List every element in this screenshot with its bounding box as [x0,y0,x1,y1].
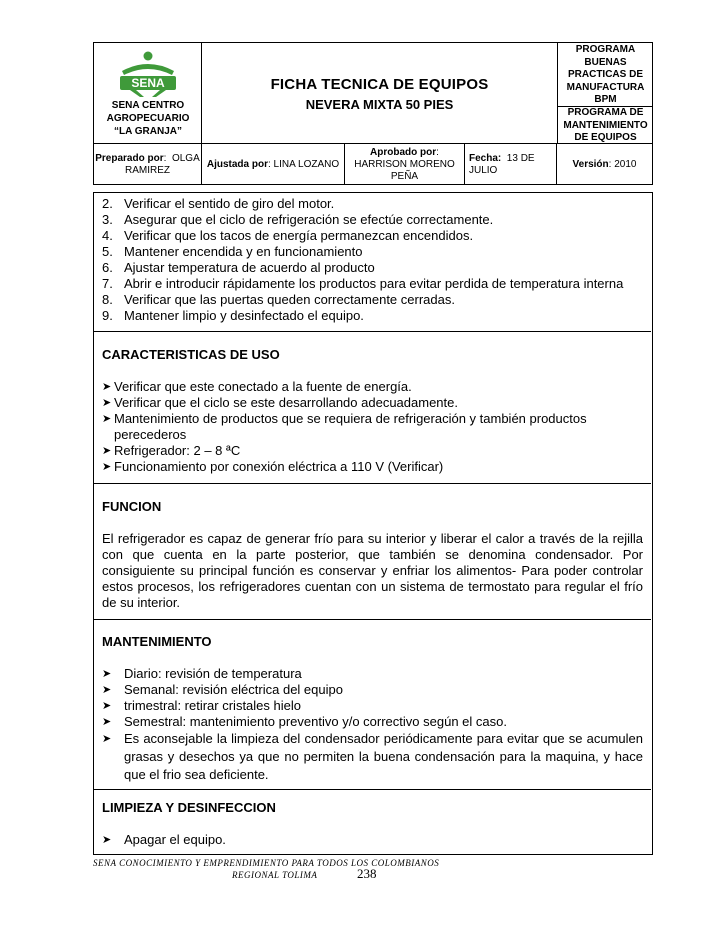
program-line: PROGRAMA [575,44,636,55]
section-divider [94,331,651,332]
adjusted-value: LINA LOZANO [273,158,340,170]
step-number: 6. [102,260,113,275]
list-item [102,443,643,459]
metadata-row [94,143,652,185]
arrow-bullet-icon: ➤ [102,668,112,680]
step-text: Ajustar temperatura de acuerdo al producto [124,260,375,275]
arrow-bullet-icon: ➤ [102,733,112,745]
funcion-text: El refrigerador es capaz de generar frío para su interior y liberar el calor a través de la rejilla con que cuenta en la parte posterior, que también se denomina condensador. Por consiguiente su principal función es conservar y enfriar los alimentos- Para poder controlar estos procesos, los refrigeradores cuentan con un sistema de termostato para regular el frío de su interior. [102,531,643,610]
arrow-bullet-icon: ➤ [102,413,112,425]
prepared-value-2: RAMIREZ [125,164,170,176]
step-text: Mantener limpio y desinfectado el equipo. [124,308,364,323]
document-title: FICHA TECNICA DE EQUIPOS [270,76,489,93]
step-number: 8. [102,292,113,307]
list-item [102,260,643,276]
approved-value: HARRISON MORENO [354,158,455,170]
step-text: Mantener encendida y en funcionamiento [124,244,363,259]
step-text: Verificar que las puertas queden correctamente cerradas. [124,292,455,307]
section-heading: FUNCION [102,499,162,514]
list-item [102,730,643,784]
list-item-text: Apagar el equipo. [124,832,226,847]
list-item [102,459,643,475]
list-item [102,212,643,228]
list-item [102,682,643,698]
list-item [102,379,643,395]
prepared-value: OLGA [171,152,200,164]
arrow-bullet-icon: ➤ [102,700,112,712]
approved-value-2: PEÑA [390,170,419,182]
org-name-line: AGROPECUARIO [106,113,190,124]
program-line: DE EQUIPOS [574,132,637,143]
funcion-section [94,499,651,611]
logo-text: SENA [131,76,165,90]
step-number: 7. [102,276,113,291]
list-item-text: Es aconsejable la limpieza del condensador periódicamente para evitar que se acumulen grasas y desechos ya que no permiten la buena condensación para la maquina, y hace que el frio sea deficiente. [124,731,643,782]
step-number: 2. [102,196,113,211]
list-item [102,666,643,682]
arrow-bullet-icon: ➤ [102,684,112,696]
date-cell [465,144,557,185]
section-heading: LIMPIEZA Y DESINFECCION [102,800,276,815]
program-line: BPM [594,94,617,105]
version-cell: Versión: 2010 [572,158,637,170]
document-body [93,192,653,855]
step-number: 4. [102,228,113,243]
list-item [102,228,643,244]
arrow-bullet-icon: ➤ [102,381,112,393]
list-item-text: Semestral: mantenimiento preventivo y/o correctivo según el caso. [124,714,507,729]
list-item-text: Refrigerador: 2 – 8 ªC [114,443,241,458]
list-item-text: Verificar que el ciclo se este desarrollando adecuadamente. [114,395,458,410]
program-line: BUENAS [584,56,627,68]
list-item [102,308,643,324]
step-text: Abrir e introducir rápidamente los productos para evitar perdida de temperatura interna [124,276,624,291]
step-number: 9. [102,308,113,323]
arrow-bullet-icon: ➤ [102,445,112,457]
version-value: 2010 [614,158,637,170]
adjusted-label: Ajustada por [206,158,268,170]
limpieza-section [94,800,651,848]
document-subtitle: NEVERA MIXTA 50 PIES [305,97,454,112]
list-item [102,276,643,292]
logo-cell [94,43,202,143]
list-item-text: Verificar que este conectado a la fuente de energía. [114,379,412,394]
page-number: 238 [357,866,377,881]
org-name-line: SENA CENTRO [111,100,185,111]
list-item [102,244,643,260]
list-item [102,395,643,411]
arrow-bullet-icon: ➤ [102,461,112,473]
adjusted-cell: Ajustada por: LINA LOZANO [202,144,345,185]
arrow-bullet-icon: ➤ [102,397,112,409]
section-divider [94,483,651,484]
section-heading: MANTENIMIENTO [102,634,212,649]
program-bpm [558,43,653,107]
list-item-text: Mantenimiento de productos que se requiera de refrigeración y también productos perecederos [114,411,587,442]
uso-section [94,347,651,475]
section-divider [94,619,651,620]
step-text: Verificar que los tacos de energía permanezcan encendidos. [124,228,474,243]
steps-list [94,196,651,324]
list-item [102,714,643,730]
title-cell [202,43,557,143]
prepared-label: Preparado por [95,152,164,164]
date-value-2: JULIO [469,164,498,176]
date-value: 13 DE [506,152,535,164]
step-text: Verificar el sentido de giro del motor. [124,196,335,211]
date-label: Fecha: [469,152,502,164]
program-line: PROGRAMA DE [567,107,644,118]
program-line: MANUFACTURA [566,81,645,93]
program-line: PRACTICAS DE [567,69,643,80]
section-heading: CARACTERISTICAS DE USO [102,347,280,362]
program-maintenance [558,105,653,145]
prepared-cell: Preparado por: OLGA RAMIREZ [94,144,202,185]
document-header [93,42,653,185]
list-item [102,292,643,308]
org-name-line: “LA GRANJA” [114,126,182,137]
approved-label: Aprobado por [370,146,437,158]
approved-cell: Aprobado por: HARRISON MORENO PEÑA [345,144,465,185]
list-item [102,698,643,714]
mantenimiento-section [94,634,651,784]
version-label: Versión [572,158,609,170]
list-item-text: Diario: revisión de temperatura [124,666,302,681]
list-item-text: Funcionamiento por conexión eléctrica a 110 V (Verificar) [114,459,444,474]
list-item-text: Semanal: revisión eléctrica del equipo [124,682,343,697]
list-item [102,411,643,443]
list-item-text: trimestral: retirar cristales hielo [124,698,301,713]
section-divider [94,789,651,790]
step-number: 5. [102,244,113,259]
footer-regional: REGIONAL TOLIMA [232,870,318,880]
arrow-bullet-icon: ➤ [102,834,112,846]
arrow-bullet-icon: ➤ [102,716,112,728]
program-cell [557,43,652,143]
footer-motto: SENA CONOCIMIENTO Y EMPRENDIMIENTO PARA TODOS LOS COLOMBIANOS [93,858,440,868]
step-text: Asegurar que el ciclo de refrigeración se efectúe correctamente. [124,212,494,227]
list-item [102,832,643,848]
step-number: 3. [102,212,113,227]
program-line: MANTENIMIENTO [563,119,648,131]
org-name [94,99,202,138]
list-item [102,196,643,212]
sena-logo-icon [116,51,180,97]
